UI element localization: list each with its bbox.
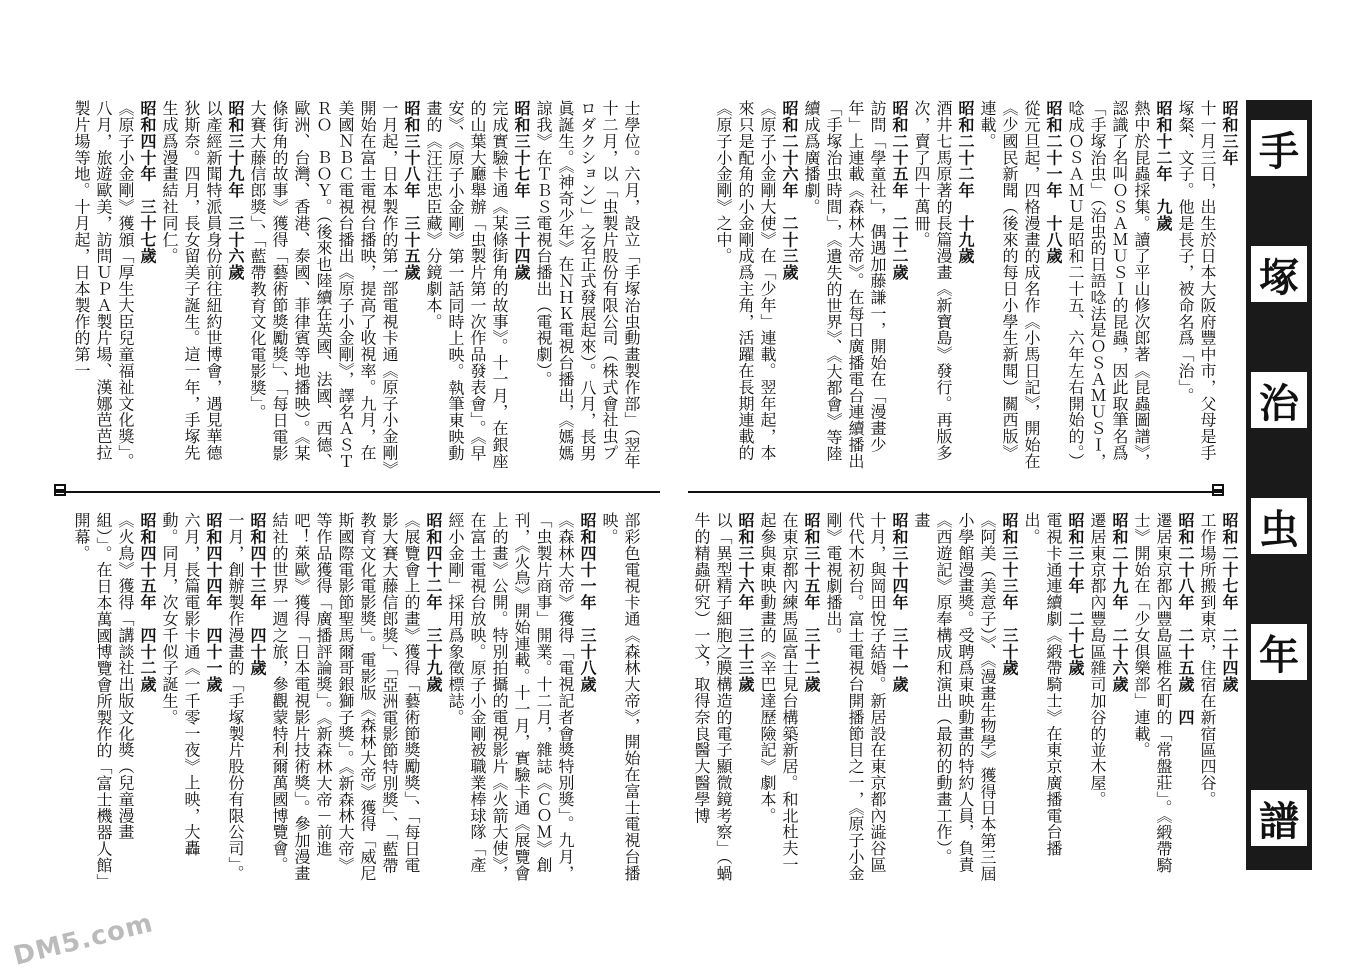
year-heading: 昭和三年	[1220, 100, 1239, 166]
year-heading: 昭和四十五年 四十二歲	[138, 512, 157, 693]
year-heading: 昭和四十二年 三十九歲	[424, 512, 443, 693]
year-heading: 昭和三十四年 三十一歲	[890, 512, 909, 693]
entry-text: 遷居東京都內豐島區雜司加谷的並木屋。	[1088, 512, 1107, 808]
chronology-left-top	[54, 100, 642, 470]
title-char: 虫	[1251, 498, 1307, 554]
year-heading: 昭和二十七年 二十四歲	[1220, 512, 1239, 693]
section-divider-right	[688, 491, 1224, 493]
chronology-title-bar	[1246, 100, 1312, 870]
year-heading: 昭和二十六年 二十三歲	[780, 100, 799, 281]
year-heading: 昭和十二年 九歲	[1154, 100, 1173, 232]
entry-text: 從元旦起，四格漫畫的成名作《小馬日記》，開始在《少國民新聞（後來的每日小學生新聞）關西版》連載。	[978, 100, 1041, 470]
chronology-right-bottom	[692, 512, 1240, 882]
section-divider-left	[56, 491, 660, 493]
title-char: 年	[1251, 624, 1307, 680]
entry-text: 遷居東京都內豐島區椎名町的「常盤莊」。《緞帶騎士》開始在「少女俱樂部」連載。	[1132, 512, 1173, 874]
entry-text: 六月，長篇電影卡通《一千零一夜》上映，大轟動。同月，次女千似子誕生。	[160, 512, 201, 857]
entry-text: 士學位。六月，設立「手塚治虫動畫製作部」（翌年十二月，以「虫製片股份有限公司（株式會社虫プロダクション）」之名正式發展起來）。八月，長男眞誕生。《神奇少年》在ＮＨＫ電視台播出，《媽媽諒我》在ＴＢＳ電視台播出（電視劇）。	[534, 100, 641, 470]
year-heading: 昭和二十八年 二十五歲 四	[1176, 512, 1195, 726]
entry-text: 《森林大帝》獲得「電視記者會獎特別獎」。九月，「虫製片商事」開業。十二月，雜誌《ＣＯＭ》創刊，《火鳥》開始連載。十一月，實驗卡通《展覽會上的畫》公開。特別拍攝的電視影片《火箭大使》，在富士電視台放映。原子小金剛被職業棒球隊「產經小金剛」採用爲象徵標誌。	[446, 512, 575, 882]
title-char: 手	[1251, 120, 1307, 176]
chronology-left-bottom	[54, 512, 642, 882]
entry-text: 《原子小金剛大使》在「少年」連載。翌年起，本來只是配角的小金剛成爲主角，活躍在長期連載的《原子小金剛》之中。	[714, 100, 777, 461]
year-heading: 昭和三十三年 三十歲	[1000, 512, 1019, 676]
title-char: 譜	[1251, 790, 1307, 846]
chronology-right-top	[716, 100, 1240, 470]
year-heading: 昭和二十五年 二十二歲	[890, 100, 909, 281]
year-heading: 昭和三十年 二十七歲	[1066, 512, 1085, 676]
entry-text: 完成實驗卡通《某條街角的故事》。十一月，在銀座的山葉大廳舉辦「虫製片第一次作品發表會」。《早安》、《原子小金剛》第一話同時上映。執筆東映動畫的《汪汪忠臣藏》分鏡劇本。	[424, 100, 509, 470]
divider-marker	[54, 484, 66, 496]
entry-text: 部彩色電視卡通《森林大帝》，開始在富士電視台播映。	[600, 512, 641, 882]
entry-text: 十月，與岡田悅子結婚。新居設在東京都內澁谷區代代木初台。富士電視台開播節目之一，《原子小金剛》電視劇播出。	[824, 512, 887, 882]
year-heading: 昭和四十一年 三十八歲	[578, 512, 597, 693]
year-heading: 昭和四十三年 四十歲	[248, 512, 267, 676]
entry-text: 訪問「學童社」，偶遇加藤謙一，開始在「漫畫少年」上連載《森林大帝》。在每日廣播電台連續播出「手塚治虫時間」，《遺失的世界》、《大都會》等陸續成爲廣播劇。	[802, 100, 887, 470]
entry-text: 酒井七馬原著的長篇漫畫《新寶島》發行。再版多次，賣了四十萬冊。	[912, 100, 953, 461]
entry-text: 在東京都內練馬區富士見台構築新居。和北杜夫一起參與東映動畫的《辛巴達歷險記》劇本。	[758, 512, 799, 873]
year-heading: 昭和三十五年 三十二歲	[802, 512, 821, 693]
divider-marker	[1212, 484, 1224, 496]
entry-text: 《火鳥》獲得「講談社出版文化獎（兒童漫畫組）」。在日本萬國博覽會所製作的「富士機器人館」開幕。	[72, 512, 135, 882]
entry-text: 電視卡通連續劇《緞帶騎士》在東京廣播電台播出。	[1022, 512, 1063, 857]
entry-text: 十一月三日，出生於日本大阪府豐中市，父母是手塚粲、文子。他是長子，被命名爲「治」。	[1176, 100, 1217, 461]
entry-text: 一月，創辦製作漫畫的「手塚製片股份有限公司」。	[226, 512, 245, 882]
year-heading: 昭和四十四年 四十一歲	[204, 512, 223, 693]
year-heading: 昭和三十七年 三十四歲	[512, 100, 531, 281]
year-heading: 昭和三十九年 三十六歲	[226, 100, 245, 281]
year-heading: 昭和二十一年 十八歲	[1044, 100, 1063, 264]
entry-text: 工作場所搬到東京，住宿在新宿區四谷。	[1198, 512, 1217, 808]
year-heading: 昭和二十九年 二十六歲	[1110, 512, 1129, 693]
year-heading: 昭和三十八年 三十五歲	[402, 100, 421, 281]
entry-text: 《展覽會上的畫》獲得「藝術節獎勵獎」、「每日電影大賽大藤信郎獎」、「亞洲電影節特別獎」、「藍帶教育文化電影獎」。電影版《森林大帝》獲得「威尼斯國際電影節聖馬爾哥銀獅子獎」。《新森林大帝》等作品獲得「廣播評論獎」。《新森林大帝－前進吧！萊歐》獲得「日本電視影片技術獎」。參加漫畫結社的世界一週之旅，參觀蒙特利爾萬國博覽會。	[270, 512, 421, 882]
site-watermark: DM5.com	[10, 908, 157, 972]
entry-text: 以產經新聞特派員身份前往紐約世博會，遇見華德狄斯奈。四月，長女留美子誕生。這一年，手塚先生成爲漫畫結社同仁。	[160, 100, 223, 461]
entry-text: 《原子小金剛》獲頒「厚生大臣兒童福祉文化獎」。八月，旅遊歐美，訪問ＵＰＡ製片場、漢娜芭芭拉製片場等地。十月起，日本製作的第一	[72, 100, 135, 470]
entry-text: 《阿美（美意子）》、《漫畫生物學》獲得日本第三屆小學館漫畫獎。受聘爲東映動畫的特約人員，負責《西遊記》原奉構成和演出（最初的動畫工作）。 畫	[912, 512, 997, 882]
year-heading: 昭和四十年 三十七歲	[138, 100, 157, 264]
title-char: 治	[1251, 372, 1307, 428]
year-heading: 昭和三十六年 三十三歲	[736, 512, 755, 693]
title-char: 塚	[1251, 246, 1307, 302]
entry-text: 熱中於昆蟲採集。讀了平山修次郎著《昆蟲圖譜》，認識了名叫ＯＳＡＭＵＳＩ的昆蟲，因此取筆名爲「手塚治虫」（治虫的日語唸法是ＯＳＡＭＵＳＩ，唸成ＯＳＡＭＵ是昭和二十五、六年左右開始的。）	[1066, 100, 1151, 470]
entry-text: 一月起，日本製作的第一部電視卡通《原子小金剛》開始在富士電視台播映，提高了收視率。九月，在美國ＮＢＣ電視台播出《原子小金剛》，譯名ＡＳＴＲＯ ＢＯＹ。（後來也陸續在英國、法國、西德、歐洲、台灣、香港、泰國、菲律賓等地播映）。《某條街角的故事》獲得「藝術節獎勵獎」、「每日電影大賽大藤信郎獎」、「藍帶教育文化電影獎」。	[248, 100, 399, 470]
year-heading: 昭和二十二年 十九歲	[956, 100, 975, 264]
entry-text: 以「異型精子細胞之膜構造的電子顯微鏡考察」（蝸牛的精蟲研究）一文，取得奈良醫大醫學博	[692, 512, 733, 882]
